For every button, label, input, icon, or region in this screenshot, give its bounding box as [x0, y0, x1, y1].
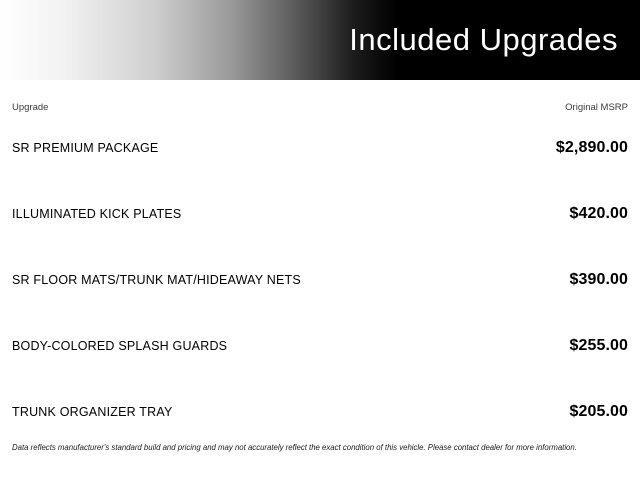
table-row — [12, 383, 628, 449]
disclaimer-text: Data reflects manufacturer's standard build and pricing and may not accurately reflect the exact condition of this vehicle. Please contact dealer for more information. — [12, 442, 577, 452]
upgrade-price: $420.00 — [569, 205, 628, 222]
column-header-upgrade: Upgrade — [12, 102, 49, 113]
table-row — [12, 119, 628, 185]
page-title: Included Upgrades — [349, 22, 618, 57]
upgrade-name: SR FLOOR MATS/TRUNK MAT/HIDEAWAY NETS — [12, 273, 301, 287]
table-row — [12, 251, 628, 317]
upgrade-price: $390.00 — [569, 271, 628, 288]
table-row — [12, 317, 628, 383]
upgrades-table — [0, 80, 640, 449]
upgrade-price: $255.00 — [569, 337, 628, 354]
upgrade-name: TRUNK ORGANIZER TRAY — [12, 405, 173, 419]
table-row — [12, 185, 628, 251]
upgrade-name: SR PREMIUM PACKAGE — [12, 141, 159, 155]
upgrade-name: BODY-COLORED SPLASH GUARDS — [12, 339, 228, 353]
upgrade-price: $2,890.00 — [555, 139, 628, 156]
upgrade-name: ILLUMINATED KICK PLATES — [12, 207, 182, 221]
header-banner — [0, 0, 640, 80]
table-header-row — [12, 80, 628, 119]
column-header-msrp: Original MSRP — [565, 102, 628, 113]
upgrade-price: $205.00 — [569, 403, 628, 420]
